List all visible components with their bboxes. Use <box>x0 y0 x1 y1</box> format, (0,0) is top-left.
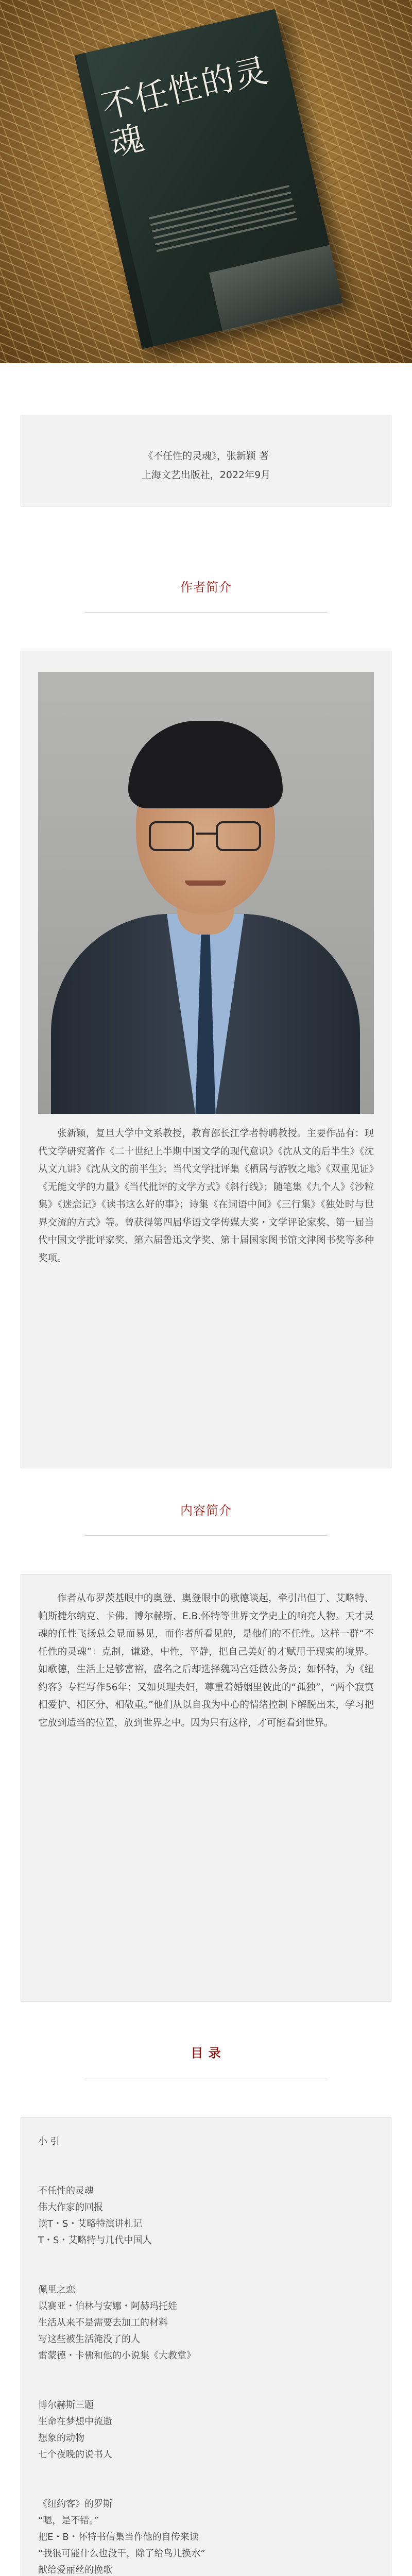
toc-item: 博尔赫斯三题 <box>38 2400 94 2411</box>
toc-item: T・S・艾略特与几代中国人 <box>38 2235 152 2246</box>
toc-item: 写这些被生活淹没了的人 <box>38 2334 140 2345</box>
toc-item: 伟大作家的回报 <box>38 2202 103 2213</box>
publication-publisher-date: 上海文艺出版社，2022年9月 <box>141 469 271 481</box>
toc-item: 以赛亚・伯林与安娜・阿赫玛托娃 <box>38 2301 177 2312</box>
portrait-glasses-right <box>216 821 261 851</box>
portrait-mouth <box>185 880 226 886</box>
toc-box <box>21 2117 391 2576</box>
toc-item: 小 引 <box>38 2136 60 2147</box>
author-box <box>21 651 391 1468</box>
content-summary: 作者从布罗茨基眼中的奥登、奥登眼中的歌德谈起，牵引出但丁、艾略特、帕斯捷尔纳克、卡佛、博尔赫斯、E.B.怀特等世界文学史上的响亮人物。天才灵魂的任性飞扬总会显而易见，而作者所看见的，是他们的不任性。这样一群“不任性的灵魂”：克制，谦逊，中性，平静，把自己美好的才赋用于现实的境界。如歌德，生活上足够富裕，盛名之后却选择魏玛宫廷做公务员；如怀特，为《纽约客》专栏写作56年；又如贝理夫妇，尊重着婚姻里彼此的“孤独”，“两个寂寞相爱护、相区分、相敬重。”他们从以自我为中心的情绪控制下解脱出来，学习把它放到适当的位置，放到世界之中。因为只有这样，才可能看到世界。 <box>38 1593 374 1728</box>
portrait-glasses-bridge <box>196 833 216 835</box>
book-plastic-wrap <box>209 245 344 333</box>
toc-item: 佩里之恋 <box>38 2284 75 2295</box>
hero-image <box>0 0 412 363</box>
publication-info-box <box>21 415 391 506</box>
toc-group <box>38 2282 374 2364</box>
content-box <box>21 1574 391 2002</box>
book-cover-small-text <box>148 180 298 257</box>
book-cover-title: 不任性的灵魂 <box>98 51 272 164</box>
toc-item: “我很可能什么也没干，除了给鸟儿换水” <box>38 2548 205 2559</box>
toc-group <box>38 2496 374 2576</box>
portrait-hair <box>128 721 283 808</box>
toc-item: 不任性的灵魂 <box>38 2185 94 2196</box>
author-bio: 张新颖，复旦大学中文系教授，教育部长江学者特聘教授。主要作品有：现代文学研究著作《二十世纪上半期中国文学的现代意识》《沈从文的后半生》《沈从文九讲》《沈从文的前半生》；当代文学批评集《栖居与游牧之地》《双重见证》《无能文学的力量》《当代批评的文学方式》《斜行线》；随笔集《九个人》《沙粒集》《迷恋记》《读书这么好的事》；诗集《在词语中间》《三行集》《独处时与世界交流的方式》等。曾获得第四届华语文学传媒大奖・文学评论家奖、第一届当代中国文学批评家奖、第六届鲁迅文学奖、第十届国家图书馆文津图书奖等多种奖项。 <box>38 1128 374 1264</box>
content-section-divider <box>85 1535 327 1536</box>
author-section-title: 作者简介 <box>180 580 232 595</box>
toc-item: 生命在梦想中流逝 <box>38 2416 112 2427</box>
content-section-title: 内容简介 <box>180 1503 232 1518</box>
toc-item: 读T・S・艾略特演讲札记 <box>38 2218 143 2229</box>
toc-item: 献给爱丽丝的挽歌 <box>38 2565 112 2575</box>
toc-item: “嗯，是不错。” <box>38 2515 99 2526</box>
toc-group <box>38 2133 374 2150</box>
toc-list <box>38 2133 374 2576</box>
toc-group <box>38 2183 374 2249</box>
toc-group <box>38 2397 374 2463</box>
toc-item: 雷蒙德・卡佛和他的小说集《大教堂》 <box>38 2350 196 2361</box>
book-cover <box>74 9 342 349</box>
author-section-divider <box>85 612 327 613</box>
toc-item: 把E・B・怀特书信集当作他的自传来读 <box>38 2532 199 2543</box>
portrait-glasses-left <box>149 821 194 851</box>
author-portrait <box>38 672 374 1114</box>
toc-item: 想象的动物 <box>38 2433 84 2444</box>
toc-section-title: 目 录 <box>191 2046 221 2060</box>
publication-title-author: 《不任性的灵魂》，张新颖 著 <box>143 450 269 462</box>
toc-item: 《纽约客》的罗斯 <box>38 2499 112 2510</box>
toc-item: 七个夜晚的说书人 <box>38 2449 112 2460</box>
toc-item: 生活从来不是需要去加工的材料 <box>38 2317 168 2328</box>
